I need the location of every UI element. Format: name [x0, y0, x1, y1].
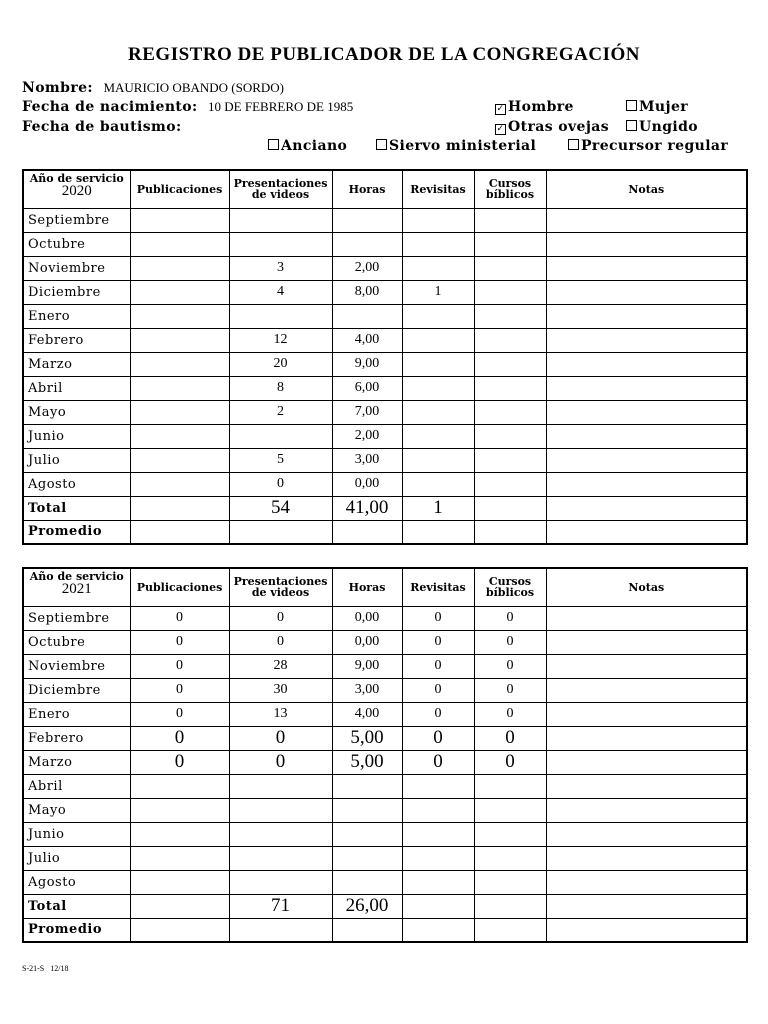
form-date: 12/18	[50, 964, 69, 973]
table-row	[23, 424, 747, 448]
horas-cell[interactable]: 41,00	[332, 496, 402, 520]
horas-cell[interactable]	[332, 846, 402, 870]
cursos-header: Cursos bíblicos	[474, 568, 546, 606]
ungido-label: Ungido	[639, 119, 699, 135]
cursos-cell[interactable]	[474, 256, 546, 280]
presentaciones-cell[interactable]	[229, 870, 332, 894]
notas-cell[interactable]	[546, 798, 747, 822]
horas-cell[interactable]: 0,00	[332, 606, 402, 630]
presentaciones-cell[interactable]: 12	[229, 328, 332, 352]
publicaciones-cell[interactable]: 0	[130, 654, 229, 678]
notas-cell[interactable]	[546, 256, 747, 280]
year-header-label: Año de servicio	[29, 172, 124, 185]
row-label: Marzo	[23, 352, 130, 376]
form-code: S-21-S	[22, 964, 45, 973]
notas-cell[interactable]	[546, 448, 747, 472]
row-label: Septiembre	[23, 606, 130, 630]
publicaciones-cell[interactable]	[130, 822, 229, 846]
table-row	[23, 280, 747, 304]
horas-cell[interactable]: 9,00	[332, 352, 402, 376]
cursos-cell[interactable]: 0	[474, 630, 546, 654]
notas-cell[interactable]	[546, 702, 747, 726]
notas-cell[interactable]	[546, 280, 747, 304]
horas-cell[interactable]: 5,00	[332, 750, 402, 774]
publicaciones-cell[interactable]: 0	[130, 702, 229, 726]
revisitas-cell[interactable]	[402, 822, 474, 846]
presentaciones-cell[interactable]: 54	[229, 496, 332, 520]
horas-cell[interactable]: 2,00	[332, 424, 402, 448]
notas-cell[interactable]	[546, 894, 747, 918]
cursos-cell[interactable]	[474, 846, 546, 870]
presentaciones-header: Presentaciones de videos	[229, 568, 332, 606]
revisitas-cell[interactable]: 0	[402, 750, 474, 774]
horas-cell[interactable]	[332, 208, 402, 232]
cursos-cell[interactable]: 0	[474, 606, 546, 630]
horas-cell[interactable]: 4,00	[332, 328, 402, 352]
table-row	[23, 918, 747, 942]
year-header	[23, 568, 130, 606]
publicaciones-cell[interactable]	[130, 328, 229, 352]
siervo-checkbox[interactable]	[376, 138, 536, 154]
row-label: Total	[23, 894, 130, 918]
horas-cell[interactable]: 5,00	[332, 726, 402, 750]
table-row	[23, 448, 747, 472]
horas-cell[interactable]: 0,00	[332, 472, 402, 496]
precursor-checkbox[interactable]	[568, 138, 728, 154]
revisitas-cell[interactable]	[402, 798, 474, 822]
horas-cell[interactable]: 3,00	[332, 448, 402, 472]
revisitas-cell[interactable]	[402, 870, 474, 894]
revisitas-cell[interactable]	[402, 894, 474, 918]
notas-cell[interactable]	[546, 774, 747, 798]
publicaciones-cell[interactable]: 0	[130, 630, 229, 654]
publicaciones-cell[interactable]	[130, 304, 229, 328]
notas-header: Notas	[546, 170, 747, 208]
row-label: Julio	[23, 448, 130, 472]
row-label: Noviembre	[23, 654, 130, 678]
table-row	[23, 232, 747, 256]
siervo-box[interactable]	[376, 139, 387, 150]
table-row	[23, 352, 747, 376]
service-year[interactable]: 2021	[61, 581, 92, 597]
revisitas-cell[interactable]	[402, 256, 474, 280]
revisitas-cell[interactable]: 0	[402, 606, 474, 630]
horas-cell[interactable]: 6,00	[332, 376, 402, 400]
presentaciones-cell[interactable]: 2	[229, 400, 332, 424]
record-table-2020	[22, 169, 748, 545]
notas-cell[interactable]	[546, 496, 747, 520]
presentaciones-cell[interactable]: 0	[229, 606, 332, 630]
revisitas-cell[interactable]	[402, 400, 474, 424]
row-label: Octubre	[23, 630, 130, 654]
row-label: Enero	[23, 702, 130, 726]
revisitas-cell[interactable]	[402, 424, 474, 448]
horas-cell[interactable]	[332, 870, 402, 894]
row-label: Agosto	[23, 870, 130, 894]
presentaciones-cell[interactable]: 30	[229, 678, 332, 702]
row-label: Febrero	[23, 726, 130, 750]
table-row	[23, 400, 747, 424]
notas-cell[interactable]	[546, 606, 747, 630]
table-row	[23, 894, 747, 918]
horas-cell[interactable]: 8,00	[332, 280, 402, 304]
publicaciones-cell[interactable]	[130, 280, 229, 304]
publicaciones-cell[interactable]	[130, 256, 229, 280]
row-label: Junio	[23, 822, 130, 846]
table-row	[23, 678, 747, 702]
revisitas-cell[interactable]	[402, 352, 474, 376]
row-label: Junio	[23, 424, 130, 448]
revisitas-cell[interactable]	[402, 208, 474, 232]
presentaciones-cell[interactable]	[229, 304, 332, 328]
publicaciones-cell[interactable]	[130, 774, 229, 798]
horas-cell[interactable]	[332, 774, 402, 798]
otras-ovejas-label: Otras ovejas	[508, 119, 610, 135]
row-label: Diciembre	[23, 280, 130, 304]
notas-cell[interactable]	[546, 678, 747, 702]
revisitas-cell[interactable]	[402, 304, 474, 328]
revisitas-cell[interactable]	[402, 448, 474, 472]
table-row	[23, 630, 747, 654]
horas-header: Horas	[332, 568, 402, 606]
cursos-cell[interactable]	[474, 798, 546, 822]
table-row	[23, 496, 747, 520]
nombre-row	[22, 80, 284, 96]
revisitas-cell[interactable]: 0	[402, 678, 474, 702]
cursos-cell[interactable]	[474, 400, 546, 424]
horas-cell[interactable]	[332, 918, 402, 942]
bautismo-label: Fecha de bautismo:	[22, 119, 182, 135]
revisitas-cell[interactable]	[402, 520, 474, 544]
notas-cell[interactable]	[546, 750, 747, 774]
notas-cell[interactable]	[546, 304, 747, 328]
page-title: REGISTRO DE PUBLICADOR DE LA CONGREGACIÓN	[128, 44, 640, 65]
table-row	[23, 376, 747, 400]
publicaciones-cell[interactable]	[130, 352, 229, 376]
presentaciones-cell[interactable]: 5	[229, 448, 332, 472]
horas-cell[interactable]: 4,00	[332, 702, 402, 726]
publicaciones-cell[interactable]	[130, 496, 229, 520]
revisitas-cell[interactable]: 1	[402, 280, 474, 304]
presentaciones-cell[interactable]	[229, 798, 332, 822]
notas-cell[interactable]	[546, 822, 747, 846]
precursor-label: Precursor regular	[581, 138, 729, 154]
cursos-cell[interactable]: 0	[474, 750, 546, 774]
publicaciones-cell[interactable]	[130, 448, 229, 472]
mujer-label: Mujer	[639, 99, 689, 115]
anciano-box[interactable]	[268, 139, 279, 150]
revisitas-cell[interactable]	[402, 328, 474, 352]
anciano-checkbox[interactable]	[268, 138, 347, 154]
nacimiento-row	[22, 99, 353, 115]
cursos-header: Cursos bíblicos	[474, 170, 546, 208]
horas-cell[interactable]: 26,00	[332, 894, 402, 918]
publicaciones-cell[interactable]	[130, 870, 229, 894]
header-row	[23, 568, 747, 606]
hombre-box[interactable]: ✓	[496, 104, 505, 114]
cursos-cell[interactable]	[474, 232, 546, 256]
presentaciones-header: Presentaciones de videos	[229, 170, 332, 208]
cursos-cell[interactable]	[474, 376, 546, 400]
bautismo-row	[22, 119, 182, 135]
revisitas-cell[interactable]	[402, 774, 474, 798]
presentaciones-cell[interactable]: 4	[229, 280, 332, 304]
presentaciones-cell[interactable]	[229, 774, 332, 798]
presentaciones-cell[interactable]	[229, 918, 332, 942]
table-row	[23, 654, 747, 678]
cursos-cell[interactable]	[474, 496, 546, 520]
notas-cell[interactable]	[546, 846, 747, 870]
horas-cell[interactable]: 0,00	[332, 630, 402, 654]
revisitas-cell[interactable]	[402, 376, 474, 400]
revisitas-cell[interactable]	[402, 472, 474, 496]
horas-cell[interactable]	[332, 304, 402, 328]
publicaciones-header: Publicaciones	[130, 170, 229, 208]
presentaciones-cell[interactable]: 0	[229, 750, 332, 774]
horas-cell[interactable]	[332, 798, 402, 822]
notas-cell[interactable]	[546, 232, 747, 256]
row-label: Febrero	[23, 328, 130, 352]
presentaciones-cell[interactable]: 71	[229, 894, 332, 918]
publicaciones-cell[interactable]	[130, 894, 229, 918]
publicaciones-cell[interactable]: 0	[130, 750, 229, 774]
horas-cell[interactable]: 9,00	[332, 654, 402, 678]
publicaciones-cell[interactable]	[130, 376, 229, 400]
horas-cell[interactable]: 3,00	[332, 678, 402, 702]
row-label: Octubre	[23, 232, 130, 256]
notas-cell[interactable]	[546, 424, 747, 448]
cursos-cell[interactable]: 0	[474, 678, 546, 702]
row-label: Noviembre	[23, 256, 130, 280]
cursos-cell[interactable]	[474, 520, 546, 544]
table-row	[23, 798, 747, 822]
notas-cell[interactable]	[546, 870, 747, 894]
revisitas-cell[interactable]: 1	[402, 496, 474, 520]
cursos-cell[interactable]: 0	[474, 654, 546, 678]
revisitas-cell[interactable]	[402, 918, 474, 942]
record-table-2021	[22, 567, 748, 943]
revisitas-cell[interactable]	[402, 846, 474, 870]
presentaciones-cell[interactable]: 13	[229, 702, 332, 726]
cursos-cell[interactable]	[474, 774, 546, 798]
otras-ovejas-checkbox[interactable]	[495, 119, 609, 135]
cursos-cell[interactable]	[474, 280, 546, 304]
horas-cell[interactable]	[332, 822, 402, 846]
horas-cell[interactable]	[332, 520, 402, 544]
cursos-cell[interactable]	[474, 448, 546, 472]
row-label: Septiembre	[23, 208, 130, 232]
publicaciones-cell[interactable]	[130, 798, 229, 822]
presentaciones-cell[interactable]	[229, 822, 332, 846]
notas-cell[interactable]	[546, 208, 747, 232]
notas-cell[interactable]	[546, 328, 747, 352]
presentaciones-cell[interactable]: 28	[229, 654, 332, 678]
notas-cell[interactable]	[546, 654, 747, 678]
cursos-cell[interactable]	[474, 208, 546, 232]
publicaciones-cell[interactable]	[130, 232, 229, 256]
cursos-cell[interactable]	[474, 472, 546, 496]
presentaciones-cell[interactable]: 3	[229, 256, 332, 280]
publicaciones-cell[interactable]	[130, 918, 229, 942]
siervo-label: Siervo ministerial	[389, 138, 537, 154]
table-row	[23, 750, 747, 774]
service-year[interactable]: 2020	[61, 183, 92, 199]
publicaciones-header: Publicaciones	[130, 568, 229, 606]
row-label: Enero	[23, 304, 130, 328]
table-row	[23, 870, 747, 894]
presentaciones-cell[interactable]: 0	[229, 630, 332, 654]
otras-ovejas-box[interactable]: ✓	[496, 124, 505, 134]
year-header-label: Año de servicio	[29, 570, 124, 583]
row-label: Total	[23, 496, 130, 520]
form-footer	[22, 964, 68, 973]
nombre-label: Nombre:	[22, 80, 93, 96]
presentaciones-cell[interactable]: 8	[229, 376, 332, 400]
table-row	[23, 328, 747, 352]
table-row	[23, 472, 747, 496]
nacimiento-label: Fecha de nacimiento:	[22, 99, 198, 115]
row-label: Promedio	[23, 918, 130, 942]
table-row	[23, 520, 747, 544]
notas-cell[interactable]	[546, 918, 747, 942]
cursos-cell[interactable]	[474, 918, 546, 942]
cursos-cell[interactable]	[474, 352, 546, 376]
presentaciones-cell[interactable]	[229, 208, 332, 232]
revisitas-cell[interactable]: 0	[402, 630, 474, 654]
publicaciones-cell[interactable]: 0	[130, 726, 229, 750]
table-row	[23, 726, 747, 750]
presentaciones-cell[interactable]	[229, 232, 332, 256]
row-label: Promedio	[23, 520, 130, 544]
presentaciones-cell[interactable]	[229, 846, 332, 870]
notas-cell[interactable]	[546, 376, 747, 400]
horas-header: Horas	[332, 170, 402, 208]
horas-cell[interactable]: 2,00	[332, 256, 402, 280]
cursos-cell[interactable]	[474, 424, 546, 448]
horas-cell[interactable]	[332, 232, 402, 256]
notas-cell[interactable]	[546, 726, 747, 750]
cursos-cell[interactable]	[474, 870, 546, 894]
horas-cell[interactable]: 7,00	[332, 400, 402, 424]
revisitas-header: Revisitas	[402, 170, 474, 208]
publicaciones-cell[interactable]	[130, 208, 229, 232]
notas-header: Notas	[546, 568, 747, 606]
cursos-cell[interactable]	[474, 304, 546, 328]
revisitas-cell[interactable]: 0	[402, 654, 474, 678]
notas-cell[interactable]	[546, 630, 747, 654]
table-row	[23, 702, 747, 726]
revisitas-cell[interactable]	[402, 232, 474, 256]
cursos-cell[interactable]: 0	[474, 702, 546, 726]
row-label: Diciembre	[23, 678, 130, 702]
revisitas-header: Revisitas	[402, 568, 474, 606]
revisitas-cell[interactable]: 0	[402, 702, 474, 726]
precursor-box[interactable]	[568, 139, 579, 150]
presentaciones-cell[interactable]	[229, 424, 332, 448]
header-row	[23, 170, 747, 208]
table-row	[23, 846, 747, 870]
ungido-box[interactable]	[626, 120, 637, 131]
anciano-label: Anciano	[281, 138, 348, 154]
cursos-cell[interactable]	[474, 328, 546, 352]
hombre-checkbox[interactable]	[495, 99, 574, 115]
table-row	[23, 774, 747, 798]
notas-cell[interactable]	[546, 352, 747, 376]
notas-cell[interactable]	[546, 520, 747, 544]
presentaciones-cell[interactable]	[229, 520, 332, 544]
ungido-checkbox[interactable]	[626, 119, 698, 135]
table-row	[23, 208, 747, 232]
publicaciones-cell[interactable]	[130, 400, 229, 424]
publicaciones-cell[interactable]: 0	[130, 606, 229, 630]
row-label: Abril	[23, 376, 130, 400]
publicaciones-cell[interactable]: 0	[130, 678, 229, 702]
presentaciones-cell[interactable]: 0	[229, 472, 332, 496]
publicaciones-cell[interactable]	[130, 846, 229, 870]
table-row	[23, 822, 747, 846]
notas-cell[interactable]	[546, 400, 747, 424]
row-label: Mayo	[23, 798, 130, 822]
notas-cell[interactable]	[546, 472, 747, 496]
row-label: Agosto	[23, 472, 130, 496]
publicaciones-cell[interactable]	[130, 424, 229, 448]
presentaciones-cell[interactable]: 0	[229, 726, 332, 750]
hombre-label: Hombre	[508, 99, 574, 115]
table-row	[23, 304, 747, 328]
publicaciones-cell[interactable]	[130, 520, 229, 544]
row-label: Abril	[23, 774, 130, 798]
mujer-box[interactable]	[626, 100, 637, 111]
mujer-checkbox[interactable]	[626, 99, 688, 115]
table-row	[23, 606, 747, 630]
cursos-cell[interactable]	[474, 894, 546, 918]
presentaciones-cell[interactable]: 20	[229, 352, 332, 376]
year-header	[23, 170, 130, 208]
nacimiento-value[interactable]: 10 DE FEBRERO DE 1985	[208, 99, 354, 114]
row-label: Marzo	[23, 750, 130, 774]
row-label: Mayo	[23, 400, 130, 424]
nombre-value[interactable]: MAURICIO OBANDO (SORDO)	[103, 80, 285, 95]
row-label: Julio	[23, 846, 130, 870]
publicaciones-cell[interactable]	[130, 472, 229, 496]
cursos-cell[interactable]: 0	[474, 726, 546, 750]
revisitas-cell[interactable]: 0	[402, 726, 474, 750]
cursos-cell[interactable]	[474, 822, 546, 846]
table-row	[23, 256, 747, 280]
